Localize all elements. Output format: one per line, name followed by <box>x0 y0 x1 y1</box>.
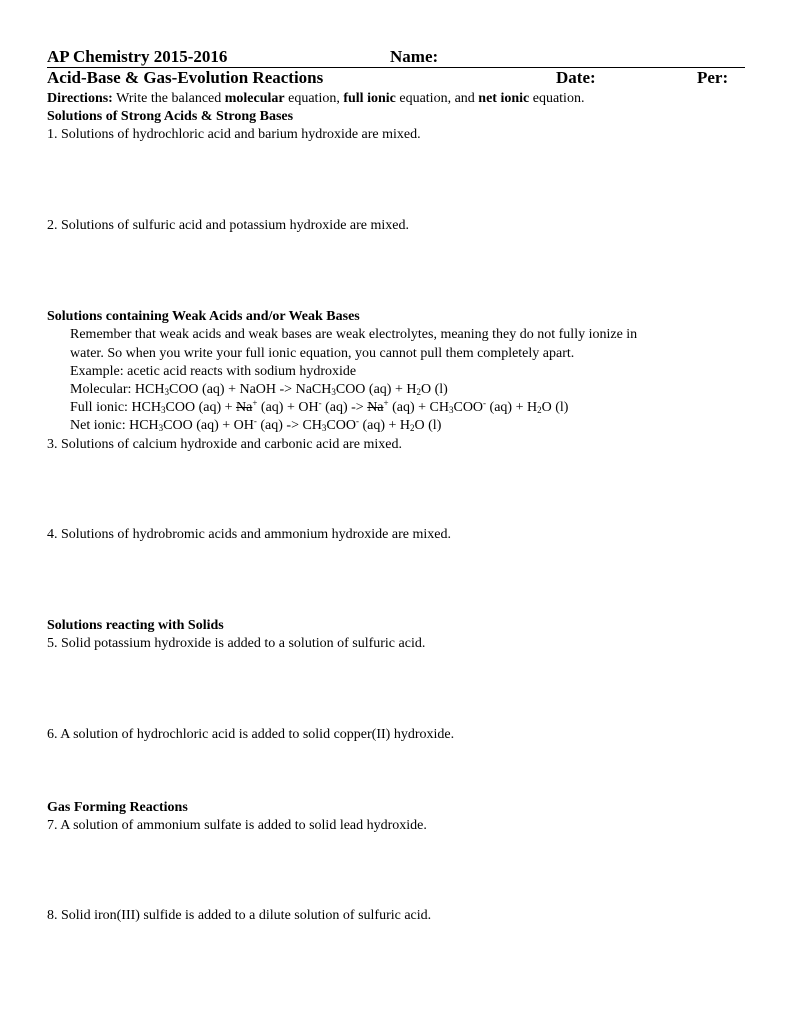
section-heading-solids: Solutions reacting with Solids <box>47 618 224 633</box>
remember-line-2: water. So when you write your full ionic equation, you cannot pull them completely apart. <box>70 346 575 361</box>
period-label: Per: <box>697 68 729 87</box>
molecular-equation: Molecular: $HCH_3COO$ (aq) + NaOH -> NaCH$_3$COO $(aq) + H_2O$ (l) <box>70 382 448 397</box>
net-ionic-equation: Net ionic: $HCH_3COO$ (aq) + OH- $(aq) -> CH_3COO^-$ $(aq) + H_2O$ (l) <box>70 416 442 433</box>
example-line: Example: acetic acid reacts with sodium hydroxide <box>70 364 357 379</box>
directions-label: Directions: <box>47 91 113 106</box>
remember-line-1: Remember that weak acids and weak bases are weak electrolytes, meaning they do not fully ionize in <box>70 327 638 342</box>
directions: Directions: Write the balanced molecular equation, full ionic equation, and net ionic equation. <box>47 91 585 106</box>
worksheet-title: Acid-Base & Gas-Evolution Reactions <box>47 68 324 87</box>
question-2: 2. Solutions of sulfuric acid and potassium hydroxide are mixed. <box>47 218 409 233</box>
course-title: AP Chemistry 2015-2016 <box>47 47 228 66</box>
question-1: 1. Solutions of hydrochloric acid and barium hydroxide are mixed. <box>47 127 421 142</box>
question-4: 4. Solutions of hydrobromic acids and ammonium hydroxide are mixed. <box>47 527 451 542</box>
name-label: Name: <box>390 47 439 66</box>
spectator-ion: Na <box>236 400 253 415</box>
question-3: 3. Solutions of calcium hydroxide and carbonic acid are mixed. <box>47 437 402 452</box>
spectator-ion: Na <box>367 400 384 415</box>
question-6: 6. A solution of hydrochloric acid is added to solid copper(II) hydroxide. <box>47 727 455 742</box>
question-7: 7. A solution of ammonium sulfate is added to solid lead hydroxide. <box>47 818 427 833</box>
date-label: Date: <box>556 68 596 87</box>
full-ionic-equation: Full ionic: $HCH_3COO$ (aq) + Na+ (aq) + OH- (aq) -> Na+ $(aq) + CH_3COO^-$ $(aq) + H_2O$ (l) <box>70 398 569 415</box>
section-heading-gas: Gas Forming Reactions <box>47 800 188 815</box>
question-8: 8. Solid iron(III) sulfide is added to a dilute solution of sulfuric acid. <box>47 908 432 923</box>
section-heading-strong: Solutions of Strong Acids & Strong Bases <box>47 109 294 124</box>
section-heading-weak: Solutions containing Weak Acids and/or Weak Bases <box>47 309 360 324</box>
question-5: 5. Solid potassium hydroxide is added to a solution of sulfuric acid. <box>47 636 426 651</box>
